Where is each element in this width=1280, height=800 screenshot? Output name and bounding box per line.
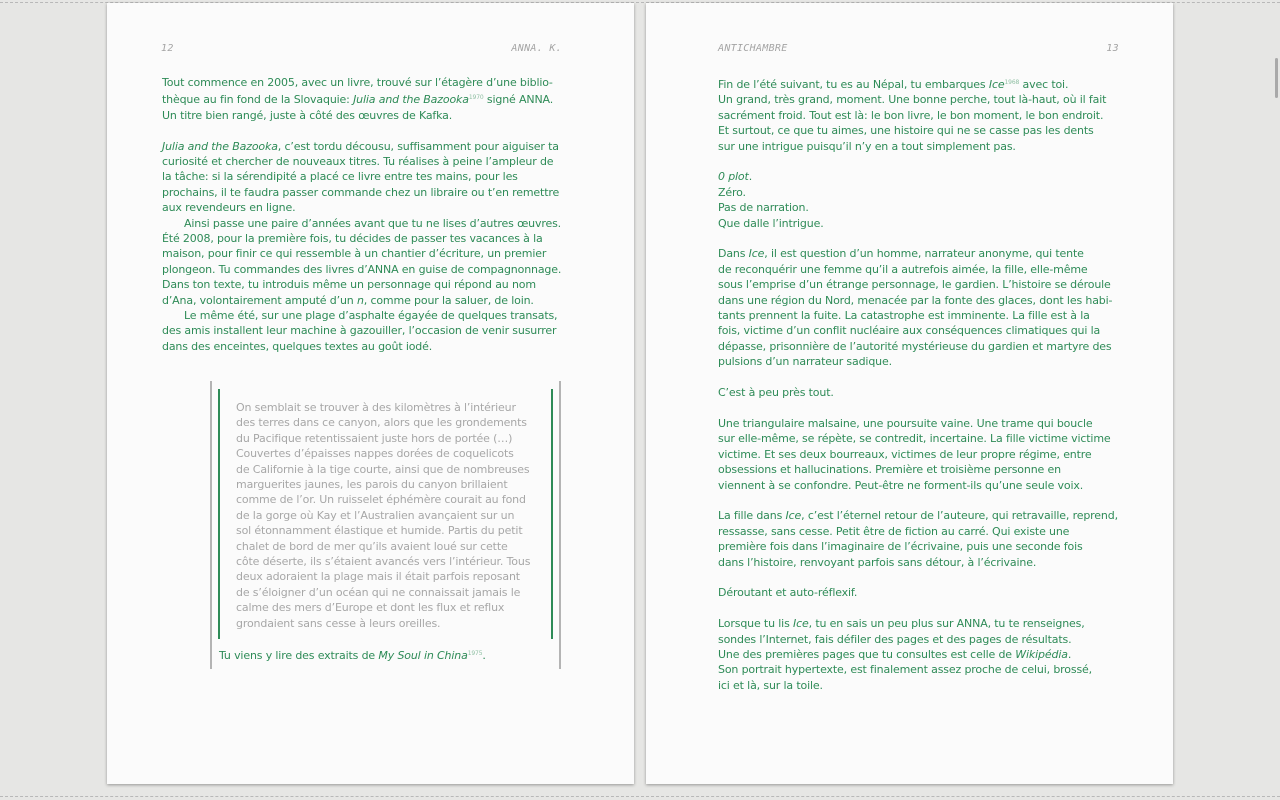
vertical-scrollbar[interactable]: [1272, 0, 1280, 800]
quote-credit-prefix: Tu viens y lire des extraits de: [219, 649, 379, 662]
text-span: Que dalle l’intrigue.: [718, 216, 824, 230]
paragraph-gap: [162, 123, 562, 138]
text-span: Pas de narration.: [718, 201, 809, 215]
quote-line: comme de l’or. Un ruisselet éphémère courait au fond: [236, 493, 526, 507]
running-head: ANTICHAMBRE: [718, 43, 788, 54]
italic-title: n: [356, 293, 364, 307]
text-span: viennent à se confondre. Peut-être ne forment-ils qu’une seule voix.: [718, 478, 1084, 492]
text-span: C’est à peu près tout.: [718, 386, 834, 400]
text-span: de reconquérir une femme qu’il a autrefois aimée, la fille, elle-même: [718, 262, 1088, 276]
quote-line: de Californie à la tige courte, ainsi que de nombreuses: [236, 462, 530, 476]
text-line: [718, 123, 1128, 138]
quote-line: chalet de bord de mer qu’ils avaient loué sur cette: [236, 539, 508, 553]
text-span: tants prennent la fuite. La catastrophe est imminente. La fille est à la: [718, 309, 1090, 323]
paragraph: [718, 508, 1128, 570]
paragraph: [162, 75, 562, 123]
quote-line: On semblait se trouver à des kilomètres à l’intérieur: [236, 401, 516, 414]
text-line: [718, 447, 1128, 462]
text-span: Le même été, sur une plage d’asphalte égayée de quelques transats, des amis installent leur machine à gazouiller, l’occasion de venir susurrer dans des enceintes, quelques textes au goût iodé.: [162, 309, 558, 353]
italic-title: Wikipédia: [1015, 647, 1068, 661]
paragraph: [718, 385, 1128, 400]
text-line: [718, 385, 1128, 400]
paragraph: [162, 139, 562, 216]
quote-credit: [219, 646, 486, 663]
paragraph: [718, 585, 1128, 600]
text-span: Et surtout, ce que tu aimes, une histoire qui ne se casse pas les dents: [718, 124, 1094, 138]
text-line: [718, 431, 1128, 446]
text-span: signé ANNA. Un titre bien rangé, juste à côté des œuvres de Kafka.: [162, 93, 554, 122]
paragraph-gap: [718, 570, 1128, 585]
page-boundary-bottom: [0, 796, 1280, 797]
text-line: [718, 92, 1128, 107]
text-line: [718, 246, 1128, 261]
text-line: [718, 662, 1128, 677]
paragraph-gap: [718, 493, 1128, 508]
text-line: [718, 647, 1128, 662]
quote-credit-year: 1975: [467, 650, 483, 657]
italic-title: Ice: [785, 509, 802, 523]
text-span: sacrément froid. Tout est là: le bon livre, le bon moment, le bon endroit.: [718, 108, 1104, 122]
text-line: [718, 293, 1128, 308]
text-line: [718, 339, 1128, 354]
text-span: Déroutant et auto-réflexif.: [718, 586, 858, 600]
text-line: [718, 555, 1128, 570]
paragraph-gap: [718, 400, 1128, 415]
text-span: .: [1067, 647, 1072, 661]
text-line: [718, 462, 1128, 477]
text-line: [718, 308, 1128, 323]
text-line: [718, 539, 1128, 554]
text-span: .: [748, 170, 753, 184]
text-span: Une triangulaire malsaine, une poursuite vaine. Une trame qui boucle: [718, 416, 1093, 430]
footnote-year: 1970: [468, 94, 484, 102]
text-line: [718, 277, 1128, 292]
text-span: ici et là, sur la toile.: [718, 678, 823, 692]
block-quote: [210, 381, 561, 669]
text-span: , il est question d’un homme, narrateur anonyme, qui tente: [764, 247, 1084, 261]
text-span: obsessions et hallucinations. Première et troisième personne en: [718, 463, 1061, 477]
text-span: dans l’histoire, renvoyant parfois sans détour, à l’écrivaine.: [718, 555, 1037, 569]
body-text: [718, 75, 1128, 693]
text-span: sur une intrigue puisqu’il n’y en a tout simplement pas.: [718, 139, 1016, 153]
quote-line: Couvertes d’épaisses nappes dorées de coquelicots: [236, 447, 514, 461]
text-line: [718, 75, 1128, 92]
text-line: [718, 508, 1128, 523]
text-line: [718, 632, 1128, 647]
text-line: [718, 678, 1128, 693]
text-line: [718, 139, 1128, 154]
quote-line: de la gorge où Kay et l’Australien avançaient sur un: [236, 508, 515, 522]
text-line: [718, 216, 1128, 231]
quote-line: du Pacifique retentissaient juste hors de portée (…): [236, 431, 513, 445]
paragraph-gap: [718, 154, 1128, 169]
text-span: sur elle-même, se répète, se contredit, incertaine. La fille victime victime: [718, 432, 1111, 446]
quote-credit-suffix: .: [482, 649, 486, 662]
right-page: [646, 3, 1173, 784]
text-line: [718, 416, 1128, 431]
scrollbar-thumb[interactable]: [1275, 58, 1278, 98]
page-number: 12: [161, 43, 174, 54]
quote-line: côte déserte, ils s’étaient avancés vers l’intérieur. Tous: [236, 555, 531, 569]
text-span: Dans: [718, 247, 749, 261]
paragraph: [162, 308, 562, 354]
quote-line: calme des mers d’Europe et dont les flux et reflux: [236, 601, 505, 615]
running-head: ANNA. K.: [511, 43, 562, 54]
page-number: 13: [1106, 43, 1119, 54]
quote-text: [236, 400, 546, 631]
paragraph-gap: [718, 370, 1128, 385]
italic-title: Ice: [988, 78, 1005, 91]
text-span: , c’est tordu décousu, suffisamment pour aiguiser ta curiosité et chercher de nouveaux titres. Tu réalises à peine l’ampleur de la tâche: si la sérendipité a placé ce livre entre tes mains, pour les prochains, il te faudra passer commande chez un libraire ou t’en remettre aux revendeurs en ligne.: [162, 139, 560, 215]
quote-credit-title: My Soul in China: [378, 649, 468, 662]
text-span: Son portrait hypertexte, est finalement assez proche de celui, brossé,: [718, 663, 1092, 677]
text-span: , c’est l’éternel retour de l’auteure, qui retravaille, reprend,: [801, 509, 1118, 523]
paragraph-gap: [718, 601, 1128, 616]
quote-line: grondaient sans cesse à leurs oreilles.: [236, 616, 441, 630]
text-span: dépasse, prisonnière de l’autorité mystérieuse du gardien et martyre des: [718, 339, 1112, 353]
paragraph-gap: [718, 231, 1128, 246]
text-line: [718, 185, 1128, 200]
text-span: Une des premières pages que tu consultes est celle de: [718, 647, 1016, 661]
footnote-year: 1968: [1004, 79, 1020, 86]
text-span: première fois dans l’imaginaire de l’écrivaine, puis une seconde fois: [718, 540, 1083, 554]
text-line: [718, 585, 1128, 600]
body-text: [162, 75, 562, 354]
left-page: [107, 3, 634, 784]
paragraph: [718, 75, 1128, 154]
quote-line: deux adoraient la plage mais il était parfois reposant: [236, 570, 520, 584]
text-line: [718, 200, 1128, 215]
quote-line: marguerites jaunes, les parois du canyon brillaient: [236, 478, 508, 492]
text-span: Fin de l’été suivant, tu es au Népal, tu embarques: [718, 78, 989, 91]
quote-line: sol étonnamment élastique et humide. Partis du petit: [236, 524, 523, 538]
text-line: [718, 323, 1128, 338]
italic-title: Julia and the Bazooka: [162, 139, 278, 153]
text-line: [718, 108, 1128, 123]
text-line: [718, 169, 1128, 184]
text-span: Tout commence en 2005, avec un livre, trouvé sur l’étagère d’une bibliothèque au fin fond de la Slovaquie:: [162, 76, 553, 107]
italic-title: 0 plot: [718, 170, 749, 184]
text-span: dans une région du Nord, menacée par la fonte des glaces, dont les habi-: [718, 293, 1113, 307]
text-span: fois, victime d’un conflit nucléaire aux conséquences climatiques qui la: [718, 324, 1101, 338]
quote-rule-left: [218, 389, 220, 639]
text-span: Zéro.: [718, 185, 746, 199]
text-line: [718, 524, 1128, 539]
text-span: , tu en sais un peu plus sur ANNA, tu te renseignes,: [808, 617, 1085, 631]
text-span: Lorsque tu lis: [718, 617, 794, 631]
italic-title: Julia and the Bazooka: [353, 93, 469, 107]
paragraph: [718, 246, 1128, 369]
text-span: Un grand, très grand, moment. Une bonne perche, tout là-haut, où il fait: [718, 93, 1107, 107]
text-span: Ainsi passe une paire d’années avant que tu ne lises d’autres œuvres. Été 2008, pour la première fois, tu décides de passer tes vacances à la maison, pour finir ce qui ressemble à un chantier d’écriture, un premier plongeon. Tu commandes des livres d’ANNA en guise de compagnonnage. Dans ton texte, tu introduis même un personnage qui répond au nom d’Ana, volontairement amputé d’un: [162, 216, 562, 307]
quote-line: des terres dans ce canyon, alors que les grondements: [236, 416, 527, 430]
italic-title: Ice: [748, 247, 765, 261]
text-line: [718, 354, 1128, 369]
paragraph: [718, 169, 1128, 231]
text-span: victime. Et ses deux bourreaux, victimes de leur propre régime, entre: [718, 447, 1092, 461]
text-line: [718, 262, 1128, 277]
paragraph: [162, 216, 562, 308]
paragraph: [718, 616, 1128, 693]
italic-title: Ice: [793, 617, 809, 631]
text-span: , comme pour la saluer, de loin.: [363, 293, 534, 307]
text-span: pulsions d’un narrateur sadique.: [718, 355, 892, 369]
text-span: ressasse, sans cesse. Petit être de fiction au carré. Qui existe une: [718, 524, 1070, 538]
quote-line: de s’éloigner d’un océan qui ne connaissait jamais le: [236, 585, 521, 599]
text-span: sous l’emprise d’un étrange personnage, le gardien. L’histoire se déroule: [718, 278, 1111, 292]
quote-rule-right: [551, 389, 553, 639]
paragraph: [718, 416, 1128, 493]
text-line: [718, 616, 1128, 631]
text-span: avec toi.: [1019, 78, 1069, 91]
text-line: [718, 478, 1128, 493]
text-span: La fille dans: [718, 509, 786, 523]
text-span: sondes l’Internet, fais défiler des pages et des pages de résultats.: [718, 632, 1072, 646]
